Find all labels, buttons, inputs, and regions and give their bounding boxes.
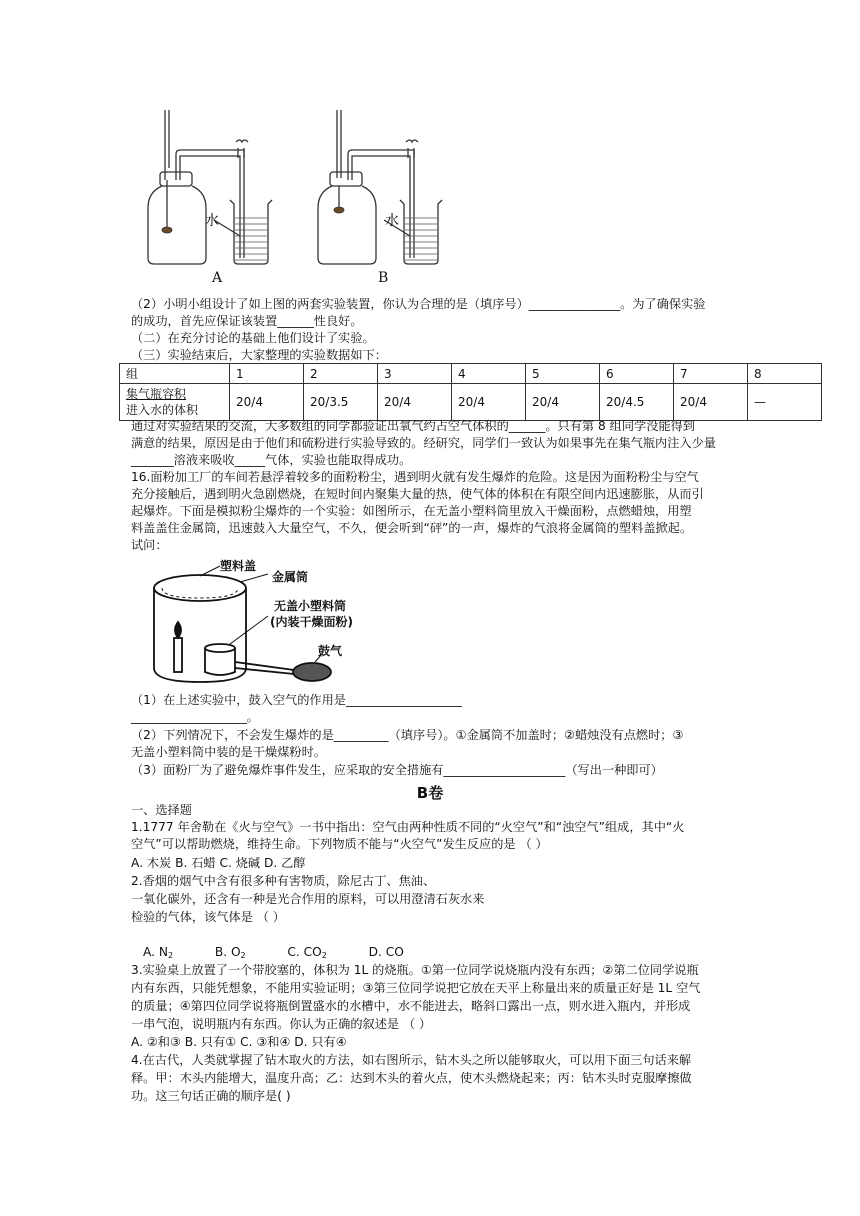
option-c-subscript: 2 bbox=[321, 951, 327, 960]
q2-line: （2）小明小组设计了如上图的两套实验装置，你认为合理的是（填序号）_______________。为了确保实验 bbox=[131, 297, 706, 311]
table-row bbox=[120, 384, 822, 421]
b-line: 2.香烟的烟气中含有很多种有害物质，除尼古丁、焦油、 bbox=[131, 874, 436, 888]
table-cell: 20/4.5 bbox=[600, 384, 674, 421]
experiment-data-table bbox=[119, 363, 822, 421]
b-line: 空气”可以帮助燃烧，维持生命。下列物质不能与“火空气”发生反应的是 （ ） bbox=[131, 837, 548, 851]
table-cell: 6 bbox=[600, 364, 674, 384]
plastic-cup-label: 无盖小塑料筒 bbox=[274, 599, 347, 613]
flour-note-label: (内装干燥面粉) bbox=[270, 615, 353, 629]
bellows-label: 鼓气 bbox=[318, 644, 343, 658]
b-line: 的质量；④第四位同学说将瓶倒置盛水的水槽中，水不能进去，略斜口露出一点，则水进入瓶内，并形成 bbox=[131, 999, 691, 1013]
table-cell: — bbox=[748, 384, 822, 421]
row-label-water: 进入水的体积 bbox=[126, 403, 199, 417]
table-cell: 3 bbox=[378, 364, 452, 384]
b-line: 4.在古代，人类就掌握了钻木取火的方法，如右图所示，钻木头之所以能够取火，可以用下面三句话来解 bbox=[131, 1053, 692, 1067]
body-line: 试问： bbox=[131, 538, 168, 552]
option-c: C. CO bbox=[287, 945, 322, 959]
table-cell: 20/3.5 bbox=[304, 384, 378, 421]
body-line: _______溶液来吸收_____气体，实验也能取得成功。 bbox=[131, 453, 412, 467]
option-b: B. O bbox=[214, 945, 241, 959]
water-label-b: 水 bbox=[385, 213, 399, 229]
table-cell: 7 bbox=[674, 364, 748, 384]
b-line: 一串气泡，说明瓶内有东西。你认为正确的叙述是 （ ） bbox=[131, 1017, 432, 1031]
option-a: A. N bbox=[143, 945, 168, 959]
b-line: 一氧化碳外，还含有一种是光合作用的原料，可以用澄清石灰水来 bbox=[131, 892, 485, 906]
option-a-subscript: 2 bbox=[168, 951, 174, 960]
table-cell: 组 bbox=[120, 364, 230, 384]
q2-line: 的成功，首先应保证该装置______性良好。 bbox=[131, 314, 363, 328]
b-line: 3.实验桌上放置了一个带胶塞的，体积为 1L 的烧瓶。①第一位同学说烧瓶内没有东西；②第二位同学说瓶 bbox=[131, 963, 699, 977]
b-line: 检验的气体，该气体是 （ ） bbox=[131, 910, 285, 924]
water-label-a: 水 bbox=[205, 213, 219, 229]
b-line: 功。这三句话正确的顺序是( ) bbox=[131, 1089, 291, 1103]
apparatus-a-figure bbox=[140, 108, 290, 273]
b-line: 内有东西，只能凭想象，不能用实验证明；③第三位同学说把它放在天平上称量出来的质量正好是 1L 空气 bbox=[131, 981, 701, 995]
q16-line: （3）面粉厂为了避免爆炸事件发生，应采取的安全措施有____________________（写出一种即可） bbox=[131, 763, 663, 777]
q2-options-line bbox=[143, 944, 404, 964]
q16-line: ___________________。 bbox=[131, 710, 259, 724]
table-cell: 5 bbox=[526, 364, 600, 384]
option-b-subscript: 2 bbox=[240, 951, 246, 960]
q16-line: （1）在上述实验中，鼓入空气的作用是___________________ bbox=[131, 693, 462, 707]
table-cell: 20/4 bbox=[526, 384, 600, 421]
row-label-cell bbox=[120, 384, 230, 421]
metal-can-label: 金属筒 bbox=[272, 570, 309, 584]
table-cell: 4 bbox=[452, 364, 526, 384]
apparatus-b-figure bbox=[310, 108, 460, 273]
row-label-volume: 集气瓶容积 bbox=[126, 387, 187, 401]
option-d: D. CO bbox=[368, 945, 404, 959]
q16-line: （2）下列情况下，不会发生爆炸的是_________（填序号）。①金属筒不加盖时；②蜡烛没有点燃时；③ bbox=[131, 728, 684, 742]
table-cell: 2 bbox=[304, 364, 378, 384]
b-line: 释。甲：木头内能增大，温度升高；乙：达到木头的着火点，使木头燃烧起来；丙：钻木头时克服摩擦做 bbox=[131, 1071, 692, 1085]
body-line: 起爆炸。下面是模拟粉尘爆炸的一个实验：如图所示，在无盖小塑料筒里放入干燥面粉，点燃蜡烛，用塑 bbox=[131, 504, 692, 518]
table-cell: 1 bbox=[230, 364, 304, 384]
table-cell: 20/4 bbox=[674, 384, 748, 421]
q2-line: （二）在充分讨论的基础上他们设计了实验。 bbox=[131, 331, 375, 345]
body-line: 16.面粉加工厂的车间若悬浮着较多的面粉粉尘，遇到明火就有发生爆炸的危险。这是因为面粉粉尘与空气 bbox=[131, 470, 699, 484]
figure-label-a: A bbox=[212, 270, 223, 286]
body-line: 料盖盖住金属筒，迅速鼓入大量空气，不久，便会听到“砰”的一声，爆炸的气浪将金属筒的塑料盖掀起。 bbox=[131, 521, 693, 535]
q16-line: 无盖小塑料筒中装的是干燥煤粉时。 bbox=[131, 745, 326, 759]
b-line: A. 木炭 B. 石蜡 C. 烧碱 D. 乙醇 bbox=[131, 856, 306, 870]
b-line: 1.1777 年舍勒在《火与空气》一书中指出：空气由两种性质不同的“火空气”和“浊空气”组成，其中“火 bbox=[131, 820, 685, 834]
body-line: 通过对实验结果的交流，大多数组的同学都验证出氧气约占空气体积的______。只有第 8 组同学没能得到 bbox=[131, 419, 695, 433]
q2-line: （三）实验结束后，大家整理的实验数据如下： bbox=[131, 348, 387, 362]
table-cell: 20/4 bbox=[378, 384, 452, 421]
b-line: A. ②和③ B. 只有① C. ③和④ D. 只有④ bbox=[131, 1035, 347, 1049]
table-cell: 20/4 bbox=[230, 384, 304, 421]
body-line: 满意的结果，原因是由于他们和硫粉进行实验导致的。经研究，同学们一致认为如果事先在集气瓶内注入少量 bbox=[131, 436, 716, 450]
section-b-title: B卷 bbox=[416, 784, 444, 802]
table-header-row bbox=[120, 364, 822, 384]
plastic-lid-label: 塑料盖 bbox=[220, 559, 257, 573]
body-line: 充分接触后，遇到明火急剧燃烧，在短时间内聚集大量的热，使气体的体积在有限空间内迅速膨胀，从而引 bbox=[131, 487, 704, 501]
table-cell: 8 bbox=[748, 364, 822, 384]
b-line: 一、选择题 bbox=[131, 803, 192, 817]
table-cell: 20/4 bbox=[452, 384, 526, 421]
figure-label-b: B bbox=[378, 270, 389, 286]
